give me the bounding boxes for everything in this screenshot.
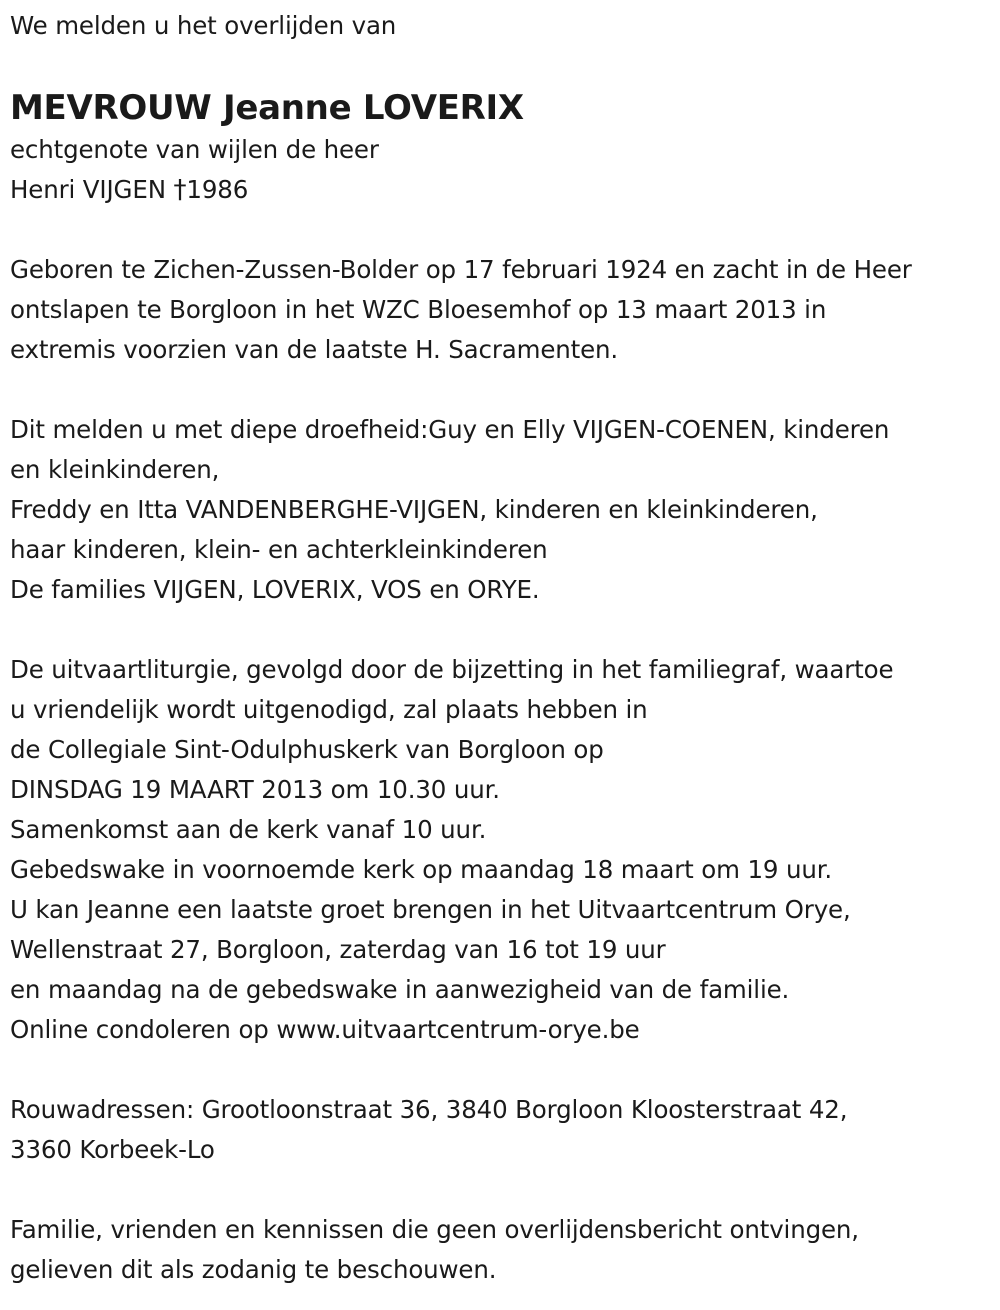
paragraph-line: Wellenstraat 27, Borgloon, zaterdag van 16 tot 19 uur (10, 935, 666, 964)
paragraph-line: De uitvaartliturgie, gevolgd door de bijzetting in het familiegraf, waartoe (10, 655, 894, 684)
paragraph-line: Freddy en Itta VANDENBERGHE-VIJGEN, kinderen en kleinkinderen, (10, 495, 818, 524)
paragraph-line: U kan Jeanne een laatste groet brengen in het Uitvaartcentrum Orye, (10, 895, 851, 924)
paragraph-line: gelieven dit als zodanig te beschouwen. (10, 1255, 497, 1284)
paragraph-line: extremis voorzien van de laatste H. Sacramenten. (10, 335, 619, 364)
paragraph-line: DINSDAG 19 MAART 2013 om 10.30 uur. (10, 775, 500, 804)
paragraph-line: Gebedswake in voornoemde kerk op maandag 18 maart om 19 uur. (10, 855, 833, 884)
spouse-death-year: 1986 (186, 175, 249, 204)
addresses-paragraph (10, 1090, 995, 1170)
condolence-website-line: Online condoleren op www.uitvaartcentrum-orye.be (10, 1015, 640, 1044)
obituary-notice (10, 6, 995, 1290)
paragraph-line: 3360 Korbeek-Lo (10, 1135, 215, 1164)
paragraph-line: en maandag na de gebedswake in aanwezigheid van de familie. (10, 975, 790, 1004)
cross-icon: † (173, 175, 187, 205)
paragraph-line: Samenkomst aan de kerk vanaf 10 uur. (10, 815, 487, 844)
paragraph-line: Familie, vrienden en kennissen die geen overlijdensbericht ontvingen, (10, 1215, 859, 1244)
paragraph-line: Rouwadressen: Grootloonstraat 36, 3840 Borgloon Kloosterstraat 42, (10, 1095, 848, 1124)
paragraph-line: De families VIJGEN, LOVERIX, VOS en ORYE. (10, 575, 540, 604)
paragraph-line: haar kinderen, klein- en achterkleinkinderen (10, 535, 548, 564)
spouse-name: Henri VIJGEN (10, 175, 174, 204)
spouse-line: echtgenote van wijlen de heer (10, 135, 379, 164)
paragraph-line: u vriendelijk wordt uitgenodigd, zal plaats hebben in (10, 695, 648, 724)
deceased-name: MEVROUW Jeanne LOVERIX (10, 88, 524, 128)
paragraph-line: de Collegiale Sint-Odulphuskerk van Borgloon op (10, 735, 604, 764)
funeral-paragraph (10, 650, 995, 1050)
birth-paragraph (10, 250, 995, 370)
paragraph-line: en kleinkinderen, (10, 455, 220, 484)
spouse-name-line (10, 170, 995, 210)
paragraph-line: Dit melden u met diepe droefheid:Guy en Elly VIJGEN-COENEN, kinderen (10, 415, 890, 444)
closing-paragraph (10, 1210, 995, 1290)
paragraph-line: ontslapen te Borgloon in het WZC Bloesemhof op 13 maart 2013 in (10, 295, 827, 324)
mourners-paragraph (10, 410, 995, 610)
intro-text: We melden u het overlijden van (10, 11, 397, 40)
paragraph-line: Geboren te Zichen-Zussen-Bolder op 17 februari 1924 en zacht in de Heer (10, 255, 912, 284)
